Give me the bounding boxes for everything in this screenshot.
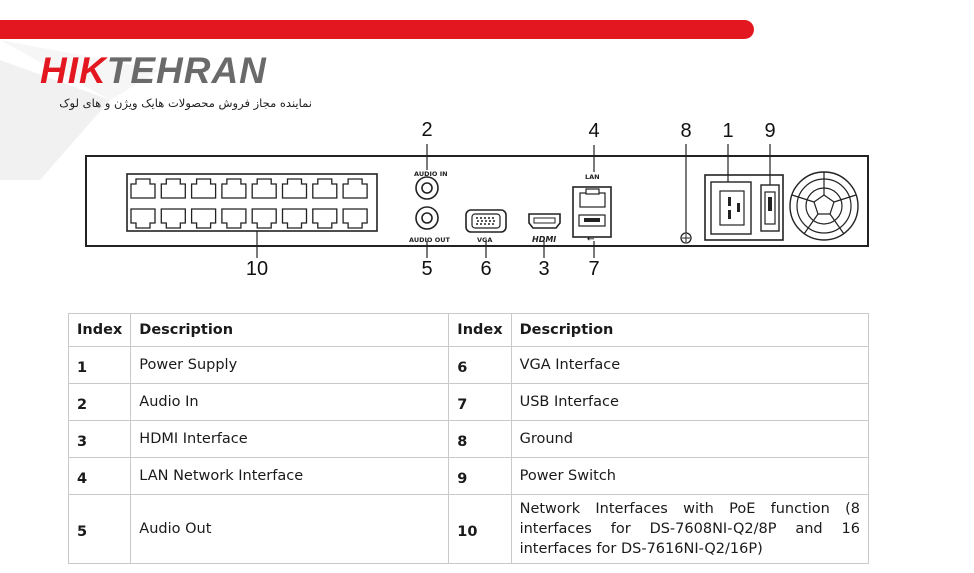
index-cell: 4 (69, 458, 131, 495)
hdmi-label: HDMI (532, 235, 557, 244)
index-cell: 8 (449, 421, 511, 458)
lan-label: LAN (585, 173, 600, 181)
description-cell: HDMI Interface (131, 421, 449, 458)
power-supply-block (705, 175, 783, 240)
table-row (69, 495, 869, 564)
description-cell: VGA Interface (511, 347, 868, 384)
index-description-table (68, 313, 869, 564)
callout-6: 6 (480, 258, 492, 280)
index-cell: 9 (449, 458, 511, 495)
logo-gray-text: TEHRAN (106, 50, 267, 91)
rear-panel-diagram (0, 115, 974, 285)
header-description-left: Description (131, 314, 449, 347)
description-cell: USB Interface (511, 384, 868, 421)
index-cell: 2 (69, 384, 131, 421)
callout-3: 3 (538, 258, 550, 280)
audio-in-label: AUDIO IN (414, 170, 448, 178)
header-index-left: Index (69, 314, 131, 347)
callout-9: 9 (764, 120, 776, 142)
audio-in-jack (416, 177, 438, 199)
callout-4: 4 (588, 120, 600, 142)
table-row (69, 384, 869, 421)
callout-8: 8 (680, 120, 692, 142)
index-cell: 7 (449, 384, 511, 421)
index-cell: 5 (69, 495, 131, 564)
index-cell: 1 (69, 347, 131, 384)
table-row (69, 421, 869, 458)
vga-port (466, 210, 506, 232)
description-cell: Audio Out (131, 495, 449, 564)
index-cell: 6 (449, 347, 511, 384)
table-row (69, 458, 869, 495)
description-cell: LAN Network Interface (131, 458, 449, 495)
brand-tagline: نماینده مجاز فروش محصولات هایک ویژن و های لوک (59, 96, 312, 110)
callout-1: 1 (722, 120, 734, 142)
poe-port-block (127, 174, 377, 231)
audio-out-jack (416, 207, 438, 229)
callout-10: 10 (245, 258, 269, 280)
description-cell: Power Supply (131, 347, 449, 384)
description-cell: Ground (511, 421, 868, 458)
hdmi-port (529, 214, 560, 228)
callout-2: 2 (421, 119, 433, 141)
ground-terminal (681, 233, 691, 243)
callout-7: 7 (588, 258, 600, 280)
header-red-bar (0, 20, 754, 39)
audio-out-label: AUDIO OUT (409, 236, 450, 244)
description-cell: Power Switch (511, 458, 868, 495)
header-index-right: Index (449, 314, 511, 347)
vga-label: VGA (477, 236, 493, 244)
description-cell: Network Interfaces with PoE function (8 interfaces for DS-7608NI-Q2/8P and 16 interfaces for DS-7616NI-Q2/16P) (511, 495, 868, 564)
header-description-right: Description (511, 314, 868, 347)
table-header-row (69, 314, 869, 347)
description-cell: Audio In (131, 384, 449, 421)
lan-usb-block (573, 187, 611, 237)
table-row (69, 347, 869, 384)
logo-red-text: HIK (40, 50, 107, 91)
index-cell: 10 (449, 495, 511, 564)
callout-5: 5 (421, 258, 433, 280)
brand-logo[interactable] (40, 52, 267, 89)
index-cell: 3 (69, 421, 131, 458)
usb-icon: ⭠ (587, 234, 595, 244)
fan-grille (790, 172, 858, 240)
